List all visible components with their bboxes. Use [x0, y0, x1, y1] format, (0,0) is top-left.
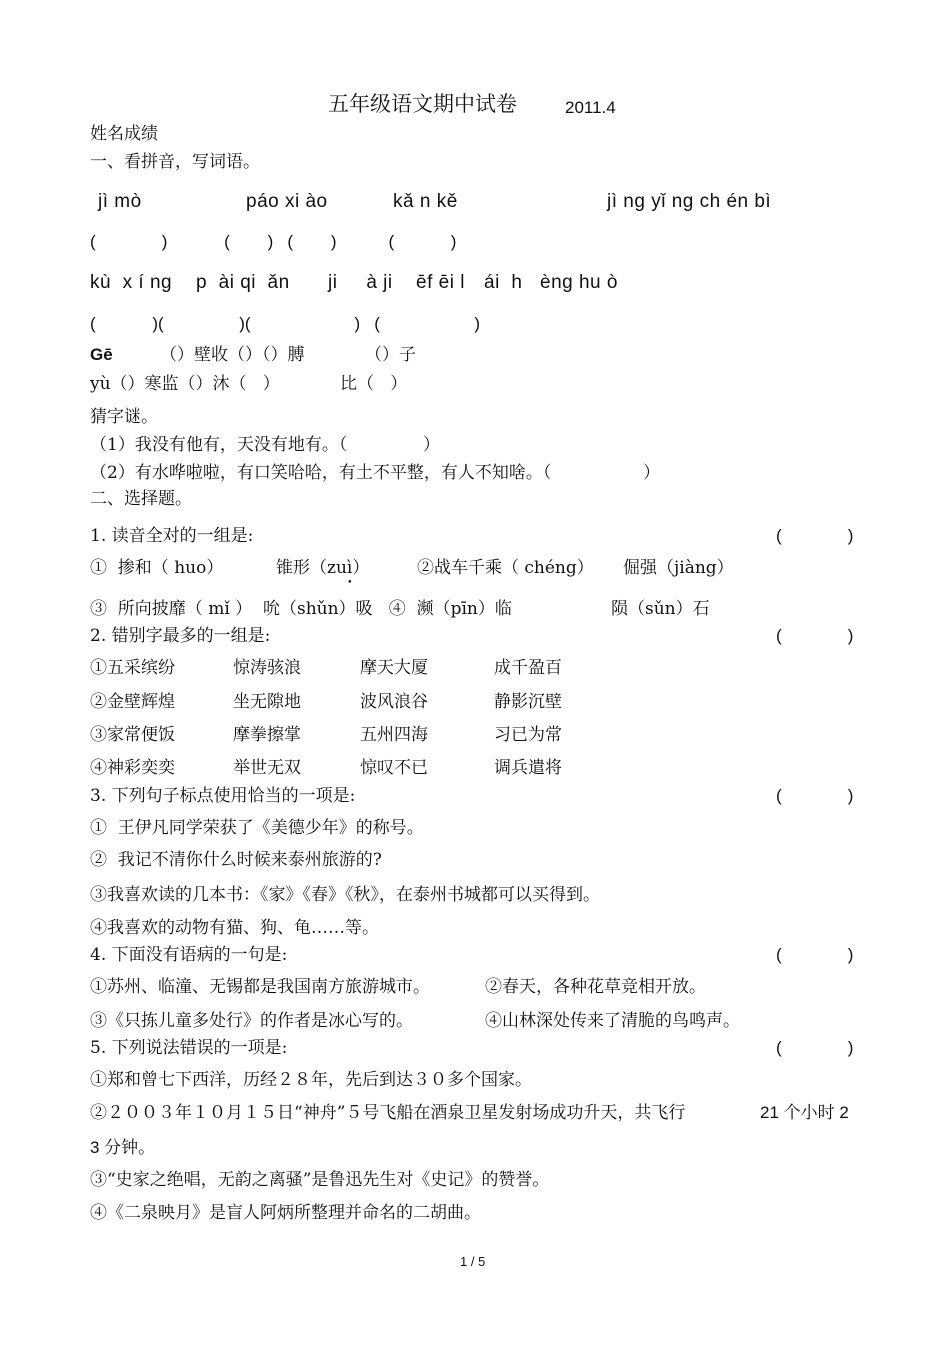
q3-answer-paren: ( ) [776, 786, 854, 805]
q2-row4-c2: 举世无双 [233, 758, 301, 778]
q2-row4-c1: ④神彩奕奕 [90, 758, 175, 778]
q1-option-f: 陨（sǔn）石 [611, 599, 710, 619]
pinyin-1: jì mò [98, 191, 142, 212]
riddle-2: （2）有水哗啦啦，有口笑哈哈，有土不平整，有人不知啥。（ ） [90, 463, 661, 483]
yu-words: yù（）寒监（）沐（ ） [90, 374, 280, 394]
q3-option-1: ① 王伊凡同学荣获了《美德少年》的称号。 [90, 818, 424, 838]
yu-words-2: 比（ ） [340, 374, 408, 394]
pinyin-7: ji à ji [328, 272, 393, 293]
pinyin-9: ái h [484, 272, 523, 293]
q3-option-2: ② 我记不清你什么时候来泰州旅游的? [90, 850, 382, 870]
q5-option-1: ①郑和曾七下西洋，历经２８年，先后到达３０多个国家。 [90, 1070, 532, 1090]
ge-words-2: （）子 [365, 345, 416, 365]
q4-answer-paren: ( ) [776, 945, 854, 964]
q4-option-2: ②春天，各种花草竞相开放。 [485, 977, 706, 997]
pinyin-2: páo xi ào [246, 191, 328, 212]
q2-row2-c2: 坐无隙地 [233, 692, 301, 712]
riddle-1: （1）我没有他有，天没有地有。（ ） [90, 435, 440, 455]
pinyin-3: kǎ n kě [393, 191, 458, 212]
q2-row2-c1: ②金壁辉煌 [90, 692, 175, 712]
section1-heading: 一、看拼音，写词语。 [90, 152, 260, 172]
q1-option-d: 倔强（jiàng） [623, 558, 734, 578]
answer-blanks-1: ( ) ( ) ( ) ( ) [90, 232, 457, 251]
page-number: 1 / 5 [460, 1254, 486, 1269]
pinyin-6: p ài qi ǎn [196, 272, 290, 293]
q1-answer-paren: ( ) [776, 526, 854, 545]
page-title: 五年级语文期中试卷 [328, 92, 517, 116]
q3-stem: 3. 下列句子标点使用恰当的一项是: [90, 786, 356, 806]
q4-option-1: ①苏州、临潼、无锡都是我国南方旅游城市。 [90, 977, 430, 997]
q2-row1-c2: 惊涛骇浪 [233, 658, 301, 678]
q4-option-3: ③《只拣儿童多处行》的作者是冰心写的。 [90, 1011, 413, 1031]
answer-blanks-2: ( )( )( ) ( ) [90, 314, 481, 333]
q5-option-3: ③“史家之绝唱，无韵之离骚”是鲁迅先生对《史记》的赞誉。 [90, 1170, 550, 1190]
q1-option-b: 锥形（zuì） [276, 558, 370, 578]
q2-row1-c4: 成千盈百 [494, 658, 562, 678]
pinyin-5: kù x í ng [90, 272, 173, 293]
exam-date: 2011.4 [565, 98, 616, 117]
section2-heading: 二、选择题。 [90, 489, 192, 509]
pinyin-8: ēf ēi l [416, 272, 465, 293]
q3-option-3: ③我喜欢读的几本书：《家》《春》《秋》，在泰州书城都可以买得到。 [90, 885, 600, 905]
q5-option-2a: ②２００３年１０月１５日“神舟”５号飞船在酒泉卫星发射场成功升天，共飞行 [90, 1103, 686, 1123]
q1-option-e: ③ 所向披靡（ mǐ ） 吮（shǔn）吸 ④ 濒（pīn）临 [90, 599, 512, 619]
pinyin-4: jì ng yǐ ng ch én bì [607, 191, 772, 212]
q5-stem: 5. 下列说法错误的一项是: [90, 1038, 288, 1058]
q2-row3-c4: 习已为常 [494, 725, 562, 745]
q2-row1-c3: 摩天大厦 [360, 658, 428, 678]
q1-stem: 1. 读音全对的一组是: [90, 526, 254, 546]
q5-answer-paren: ( ) [776, 1038, 854, 1057]
q2-stem: 2. 错别字最多的一组是: [90, 626, 271, 646]
q4-option-4: ④山林深处传来了清脆的鸟鸣声。 [485, 1011, 740, 1031]
q2-row2-c4: 静影沉壁 [494, 692, 562, 712]
q2-row3-c1: ③家常便饭 [90, 725, 175, 745]
q2-row1-c1: ①五采缤纷 [90, 658, 175, 678]
q5-option-2b: 21 个小时 2 [760, 1103, 849, 1122]
riddle-heading: 猜字谜。 [90, 407, 158, 427]
q4-stem: 4. 下面没有语病的一句是: [90, 945, 288, 965]
q2-row4-c3: 惊叹不已 [360, 758, 428, 778]
q2-answer-paren: ( ) [776, 626, 854, 645]
q2-row2-c3: 波风浪谷 [360, 692, 428, 712]
q3-option-4: ④我喜欢的动物有猫、狗、龟……等。 [90, 918, 379, 938]
q2-row3-c3: 五州四海 [360, 725, 428, 745]
q5-option-2c: 3 分钟。 [90, 1138, 156, 1157]
q1-option-c: ②战车千乘（ chéng） [417, 558, 594, 578]
q1-option-a: ① 掺和（ huo） [90, 558, 224, 578]
pinyin-10: èng hu ò [540, 272, 618, 293]
q2-row4-c4: 调兵遣将 [494, 758, 562, 778]
q5-option-4: ④《二泉映月》是盲人阿炳所整理并命名的二胡曲。 [90, 1203, 481, 1223]
ge-pinyin: Gē [90, 345, 113, 364]
q2-row3-c2: 摩拳擦掌 [233, 725, 301, 745]
name-score-line: 姓名成绩 [90, 124, 158, 144]
ge-words: （）壁收（）（）膊 [160, 345, 305, 365]
